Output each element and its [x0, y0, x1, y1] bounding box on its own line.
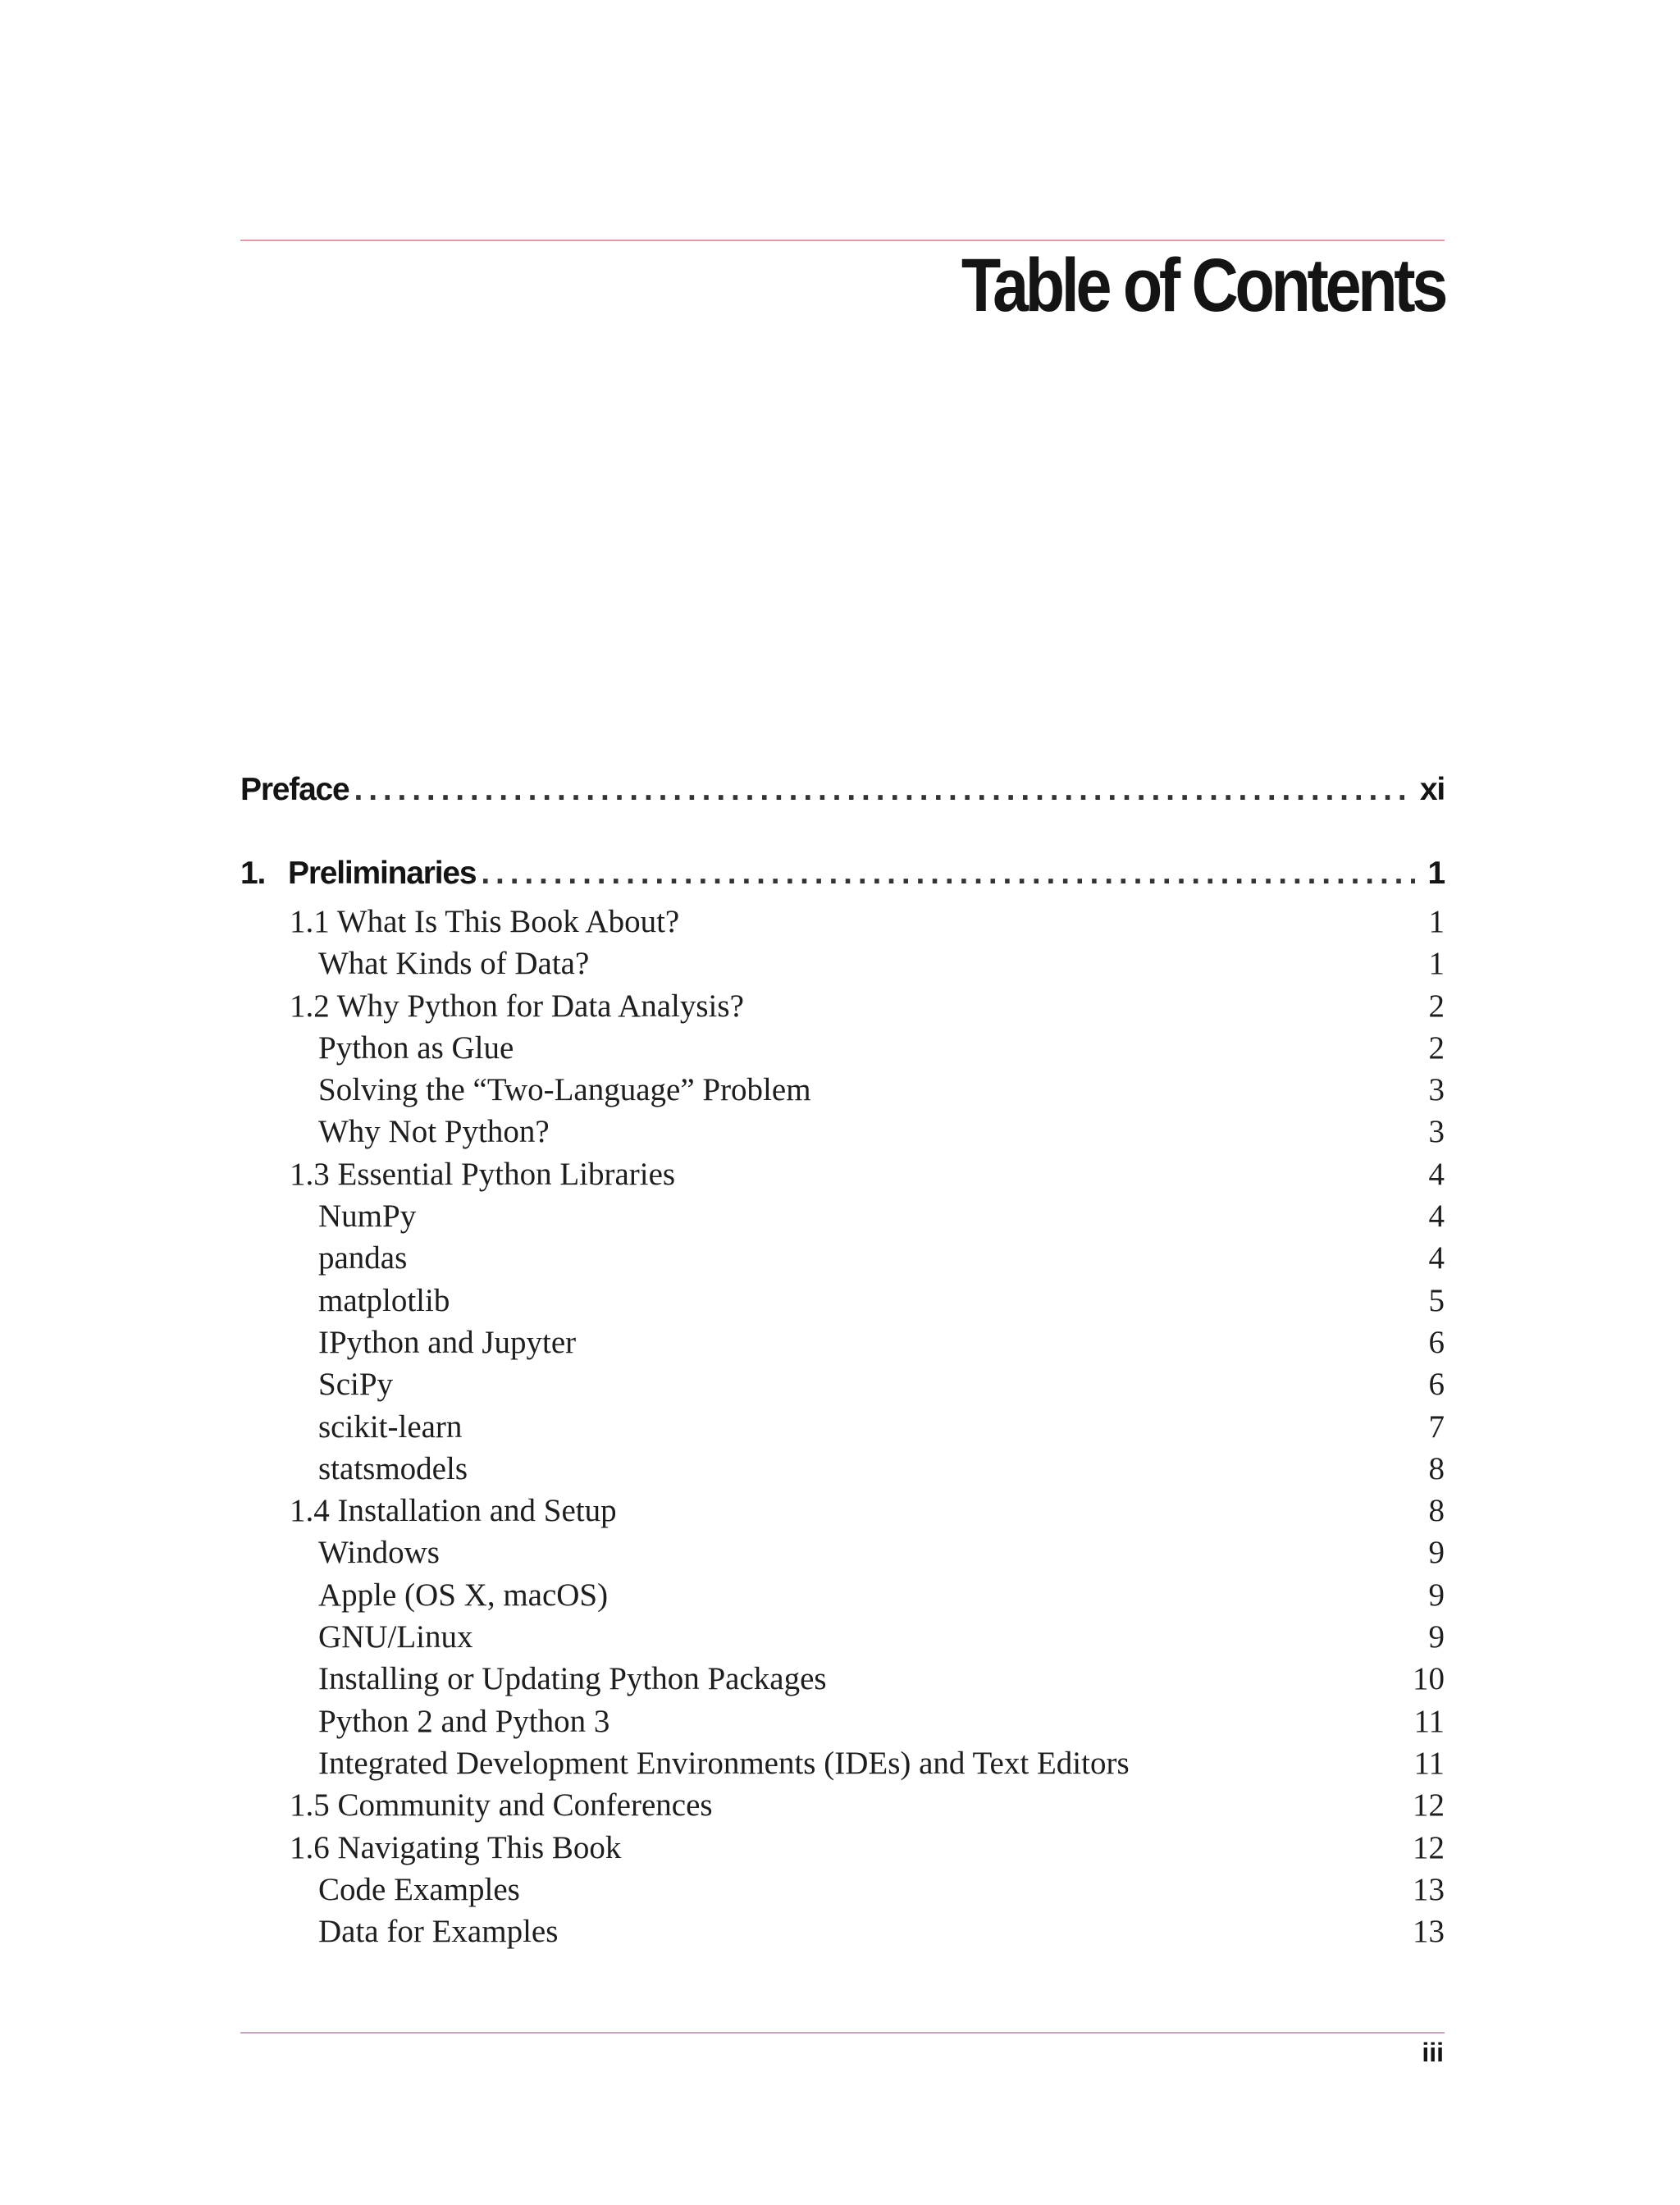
toc-page-number: 13: [1413, 1871, 1445, 1907]
toc-entry[interactable]: [240, 1027, 1445, 1069]
toc-page-number: 3: [1428, 1072, 1445, 1108]
toc-page-number: 1: [1428, 904, 1445, 939]
toc-entry-title: Python 2 and Python 3: [318, 1703, 610, 1739]
page-folio: iii: [1422, 2038, 1444, 2067]
toc-entry[interactable]: [240, 1616, 1445, 1658]
toc-entry-title: Preface: [240, 772, 349, 807]
toc-entry[interactable]: [240, 1658, 1445, 1700]
toc-entry-title: Why Not Python?: [318, 1114, 550, 1150]
toc-entry[interactable]: [240, 1280, 1445, 1322]
toc-entry[interactable]: [240, 1490, 1445, 1532]
toc-entry[interactable]: [240, 1911, 1445, 1952]
toc-entry-title: Apple (OS X, macOS): [318, 1577, 609, 1613]
toc-entry[interactable]: [240, 985, 1445, 1027]
toc-entry[interactable]: [240, 1701, 1445, 1742]
toc-entry[interactable]: [240, 1448, 1445, 1490]
toc-entry-title: 1.4 Installation and Setup: [290, 1493, 617, 1529]
toc-page-number: xi: [1419, 772, 1445, 807]
toc-entry[interactable]: [240, 1069, 1445, 1111]
toc-page-number: 12: [1413, 1829, 1445, 1865]
toc-entry-title: 1.6 Navigating This Book: [290, 1829, 622, 1865]
toc-entry[interactable]: [240, 1406, 1445, 1448]
table-of-contents: [240, 763, 1445, 1952]
toc-entry[interactable]: [240, 1827, 1445, 1869]
toc-entry-chapter-1[interactable]: [240, 847, 1445, 901]
toc-entry[interactable]: [240, 1363, 1445, 1405]
toc-page-number: 4: [1428, 1240, 1445, 1276]
toc-page-number: 7: [1428, 1408, 1445, 1445]
toc-page-number: 2: [1428, 988, 1445, 1024]
toc-page-number: 4: [1428, 1198, 1445, 1235]
toc-page-number: 4: [1428, 1156, 1445, 1192]
toc-entry[interactable]: [240, 1574, 1445, 1616]
toc-entry-title: matplotlib: [318, 1282, 450, 1318]
toc-page-number: 10: [1413, 1661, 1445, 1697]
toc-page-number: 1: [1427, 856, 1445, 891]
toc-page-number: 8: [1428, 1450, 1445, 1486]
toc-entry[interactable]: [240, 1742, 1445, 1784]
toc-entry-title: What Kinds of Data?: [318, 946, 590, 982]
toc-entry-title: 1.1 What Is This Book About?: [290, 904, 680, 939]
toc-entry-title: NumPy: [318, 1198, 417, 1235]
toc-entry-title: pandas: [318, 1240, 408, 1276]
toc-entry-title: SciPy: [318, 1367, 394, 1403]
toc-entry[interactable]: [240, 1153, 1445, 1195]
dot-leader: [481, 847, 1414, 901]
toc-entry[interactable]: [240, 1532, 1445, 1573]
toc-page-number: 1: [1428, 946, 1445, 982]
toc-entry-title: Preliminaries: [288, 856, 477, 891]
toc-page-number: 9: [1428, 1619, 1445, 1655]
toc-page-number: 9: [1428, 1577, 1445, 1613]
toc-page-number: 6: [1428, 1324, 1445, 1360]
toc-entry-title: statsmodels: [318, 1450, 468, 1486]
toc-entry[interactable]: [240, 1784, 1445, 1826]
toc-page-number: 13: [1413, 1914, 1445, 1950]
toc-page-number: 2: [1428, 1029, 1445, 1066]
toc-entry[interactable]: [240, 1322, 1445, 1363]
toc-entry[interactable]: [240, 901, 1445, 943]
top-rule: [240, 240, 1445, 241]
toc-page-number: 9: [1428, 1535, 1445, 1571]
toc-entry-title: Solving the “Two-Language” Problem: [318, 1072, 811, 1108]
toc-page-number: 6: [1428, 1367, 1445, 1403]
chapter-number: 1.: [240, 856, 266, 891]
toc-entry[interactable]: [240, 943, 1445, 984]
toc-entry[interactable]: [240, 1869, 1445, 1911]
toc-entry-title: Integrated Development Environments (IDEs) and Text Editors: [318, 1745, 1130, 1781]
chapter-1-section-list: [240, 901, 1445, 1952]
toc-entry-preface[interactable]: [240, 763, 1445, 817]
toc-page-number: 3: [1428, 1114, 1445, 1150]
toc-entry-title: 1.2 Why Python for Data Analysis?: [290, 988, 744, 1024]
toc-page-number: 5: [1428, 1282, 1445, 1318]
toc-page-number: 8: [1428, 1493, 1445, 1529]
toc-entry-title: scikit-learn: [318, 1408, 463, 1445]
bottom-rule: [240, 2032, 1445, 2034]
toc-page-number: 11: [1413, 1703, 1445, 1739]
toc-page-number: 12: [1413, 1787, 1445, 1824]
toc-entry-title: Windows: [318, 1535, 440, 1571]
toc-entry-title: 1.5 Community and Conferences: [290, 1787, 713, 1824]
toc-entry[interactable]: [240, 1111, 1445, 1153]
toc-entry[interactable]: [240, 1237, 1445, 1279]
toc-page-number: 11: [1413, 1745, 1445, 1781]
toc-entry-title: GNU/Linux: [318, 1619, 473, 1655]
dot-leader: [354, 763, 1407, 817]
toc-entry-title: Data for Examples: [318, 1914, 559, 1950]
toc-entry-title: Python as Glue: [318, 1029, 514, 1066]
toc-entry-title: IPython and Jupyter: [318, 1324, 577, 1360]
toc-entry-title: Installing or Updating Python Packages: [318, 1661, 827, 1697]
toc-entry[interactable]: [240, 1195, 1445, 1237]
toc-entry-title: Code Examples: [318, 1871, 520, 1907]
toc-entry-title: 1.3 Essential Python Libraries: [290, 1156, 676, 1192]
page-title: Table of Contents: [961, 244, 1445, 327]
